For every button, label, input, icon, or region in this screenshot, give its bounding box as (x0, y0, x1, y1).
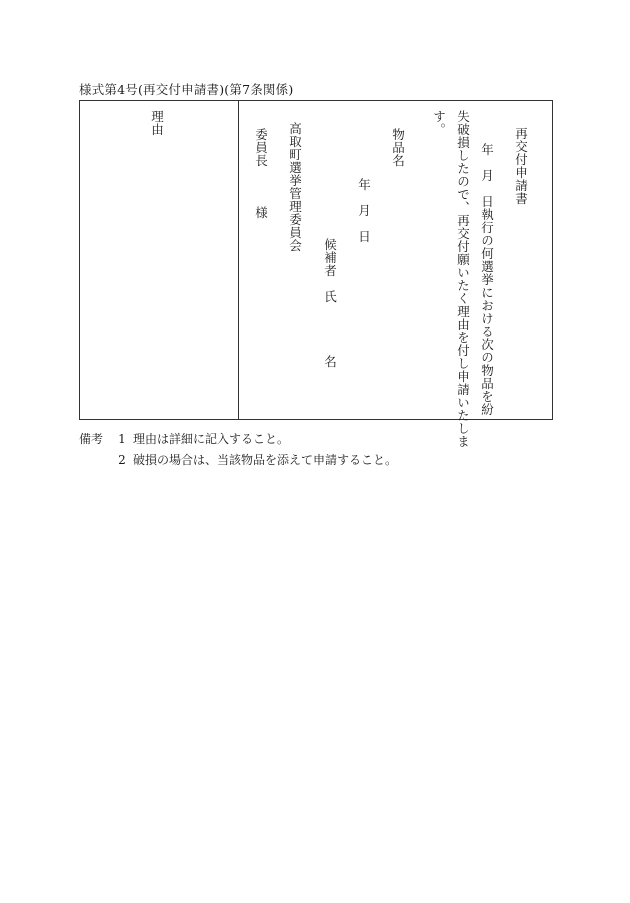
body-line-3: す。 (431, 110, 447, 136)
application-date: 年 月 日 (356, 178, 372, 243)
note-text: 破損の場合は、当該物品を添えて申請すること。 (133, 453, 398, 467)
note-number: 2 (118, 453, 126, 467)
body-line-1: 年 月 日執行の何選挙における次の物品を紛 (479, 143, 495, 416)
item-name-label: 物品名 (390, 128, 406, 167)
note-row (79, 429, 397, 450)
note-row (79, 450, 397, 471)
note-number: 1 (118, 432, 126, 446)
form-title: 様式第4号(再交付申請書)(第7条関係) (79, 82, 294, 97)
applicant-name: 候補者 氏 名 (322, 238, 338, 368)
notes (79, 429, 397, 471)
table-divider (238, 100, 239, 420)
notes-label: 備考 (79, 432, 104, 446)
addressee-organization: 高取町選挙管理委員会 (287, 122, 303, 252)
addressee-title: 委員長 様 (253, 128, 269, 219)
note-text: 理由は詳細に記入すること。 (133, 432, 290, 446)
application-title: 再交付申請書 (513, 127, 529, 205)
reason-label: 理由 (149, 110, 165, 136)
body-line-2: 失破損したので、再交付願いたく理由を付し申請いたしま (455, 110, 471, 448)
